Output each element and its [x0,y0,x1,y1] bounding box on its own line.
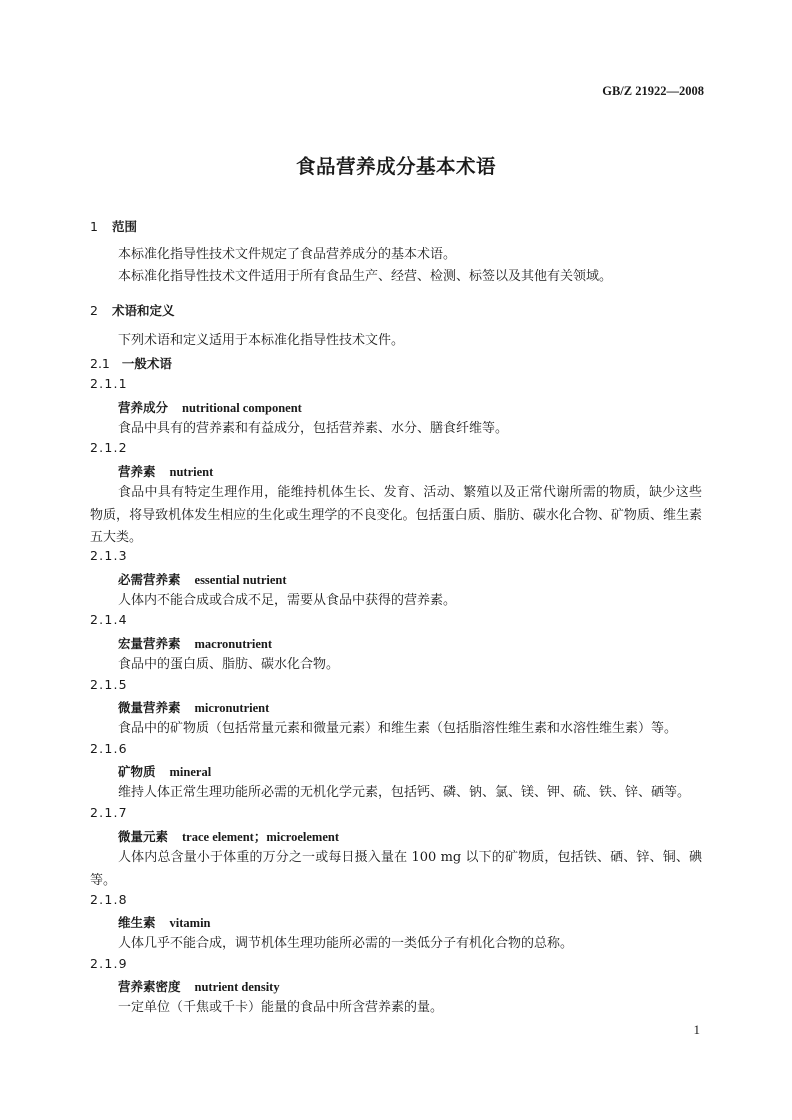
term-heading [118,570,287,588]
term-number: 2.1.7 [90,805,128,820]
term-chinese: 维生素 [118,915,156,930]
term-definition: 人体内总含量小于体重的万分之一或每日摄入量在 100 mg 以下的矿物质，包括铁、硒、锌、铜、碘等。 [90,850,702,888]
term-number: 2.1.2 [90,440,128,455]
term-heading [118,634,272,652]
term-chinese: 营养素 [118,464,156,479]
section-title: 范围 [112,219,138,234]
section-number: 1 [90,219,98,234]
term-definition: 食品中的矿物质（包括常量元素和微量元素）和维生素（包括脂溶性维生素和水溶性维生素）等。 [118,721,678,736]
term-definition: 人体几乎不能合成，调节机体生理功能所必需的一类低分子有机化合物的总称。 [118,936,574,951]
section-1-paragraph-2: 本标准化指导性技术文件适用于所有食品生产、经营、检测、标签以及其他有关领域。 [118,269,613,284]
term-number: 2.1.3 [90,548,128,563]
term-number: 2.1.9 [90,956,128,971]
term-chinese: 微量营养素 [118,700,181,715]
term-chinese: 营养成分 [118,400,169,415]
term-heading [118,977,280,995]
page-number: 1 [693,1022,700,1037]
term-heading [118,398,302,416]
term-heading [118,462,213,480]
term-chinese: 宏量营养素 [118,636,181,651]
term-heading [118,698,269,716]
term-chinese: 微量元素 [118,829,169,844]
term-chinese: 营养素密度 [118,979,181,994]
term-english: vitamin [169,916,211,930]
term-english: essential nutrient [194,573,287,587]
term-definition: 食品中具有的营养素和有益成分，包括营养素、水分、膳食纤维等。 [118,421,509,436]
term-english: mineral [169,765,212,779]
term-number: 2.1.1 [90,376,128,391]
term-english: nutritional component [182,401,302,415]
term-heading [118,827,339,845]
standard-code: GB/Z 21922—2008 [602,84,704,98]
section-number: 2 [90,303,98,318]
term-number: 2.1.4 [90,612,128,627]
term-english: nutrient [169,465,214,479]
term-chinese: 必需营养素 [118,572,181,587]
page-title: 食品营养成分基本术语 [295,155,496,178]
term-definition: 食品中具有特定生理作用，能维持机体生长、发育、活动、繁殖以及正常代谢所需的物质，缺少这些物质，将导致机体发生相应的生化或生理学的不良变化。包括蛋白质、脂肪、碳水化合物、矿物质、维生素五大类。 [90,485,702,546]
term-english: trace element；microelement [182,830,339,844]
section-title: 一般术语 [121,356,172,371]
section-title: 术语和定义 [112,303,175,318]
section-1-paragraph-1: 本标准化指导性技术文件规定了食品营养成分的基本术语。 [118,247,457,262]
section-1-heading [90,217,137,235]
section-2-1-heading [90,354,172,372]
section-2-heading [90,301,175,319]
term-number: 2.1.8 [90,892,128,907]
term-english: micronutrient [194,701,270,715]
term-heading [118,762,211,780]
term-definition: 维持人体正常生理功能所必需的无机化学元素，包括钙、磷、钠、氯、镁、钾、硫、铁、锌、硒等。 [118,785,691,800]
term-number: 2.1.6 [90,741,128,756]
term-definition: 一定单位（千焦或千卡）能量的食品中所含营养素的量。 [118,1000,444,1015]
term-number: 2.1.5 [90,677,128,692]
section-number: 2.1 [90,356,110,371]
term-definition: 人体内不能合成或合成不足，需要从食品中获得的营养素。 [118,593,457,608]
term-english: macronutrient [194,637,273,651]
term-chinese: 矿物质 [118,764,156,779]
term-definition: 食品中的蛋白质、脂肪、碳水化合物。 [118,657,340,672]
section-2-paragraph-1: 下列术语和定义适用于本标准化指导性技术文件。 [118,333,405,348]
term-heading [118,913,211,931]
term-english: nutrient density [194,980,280,994]
